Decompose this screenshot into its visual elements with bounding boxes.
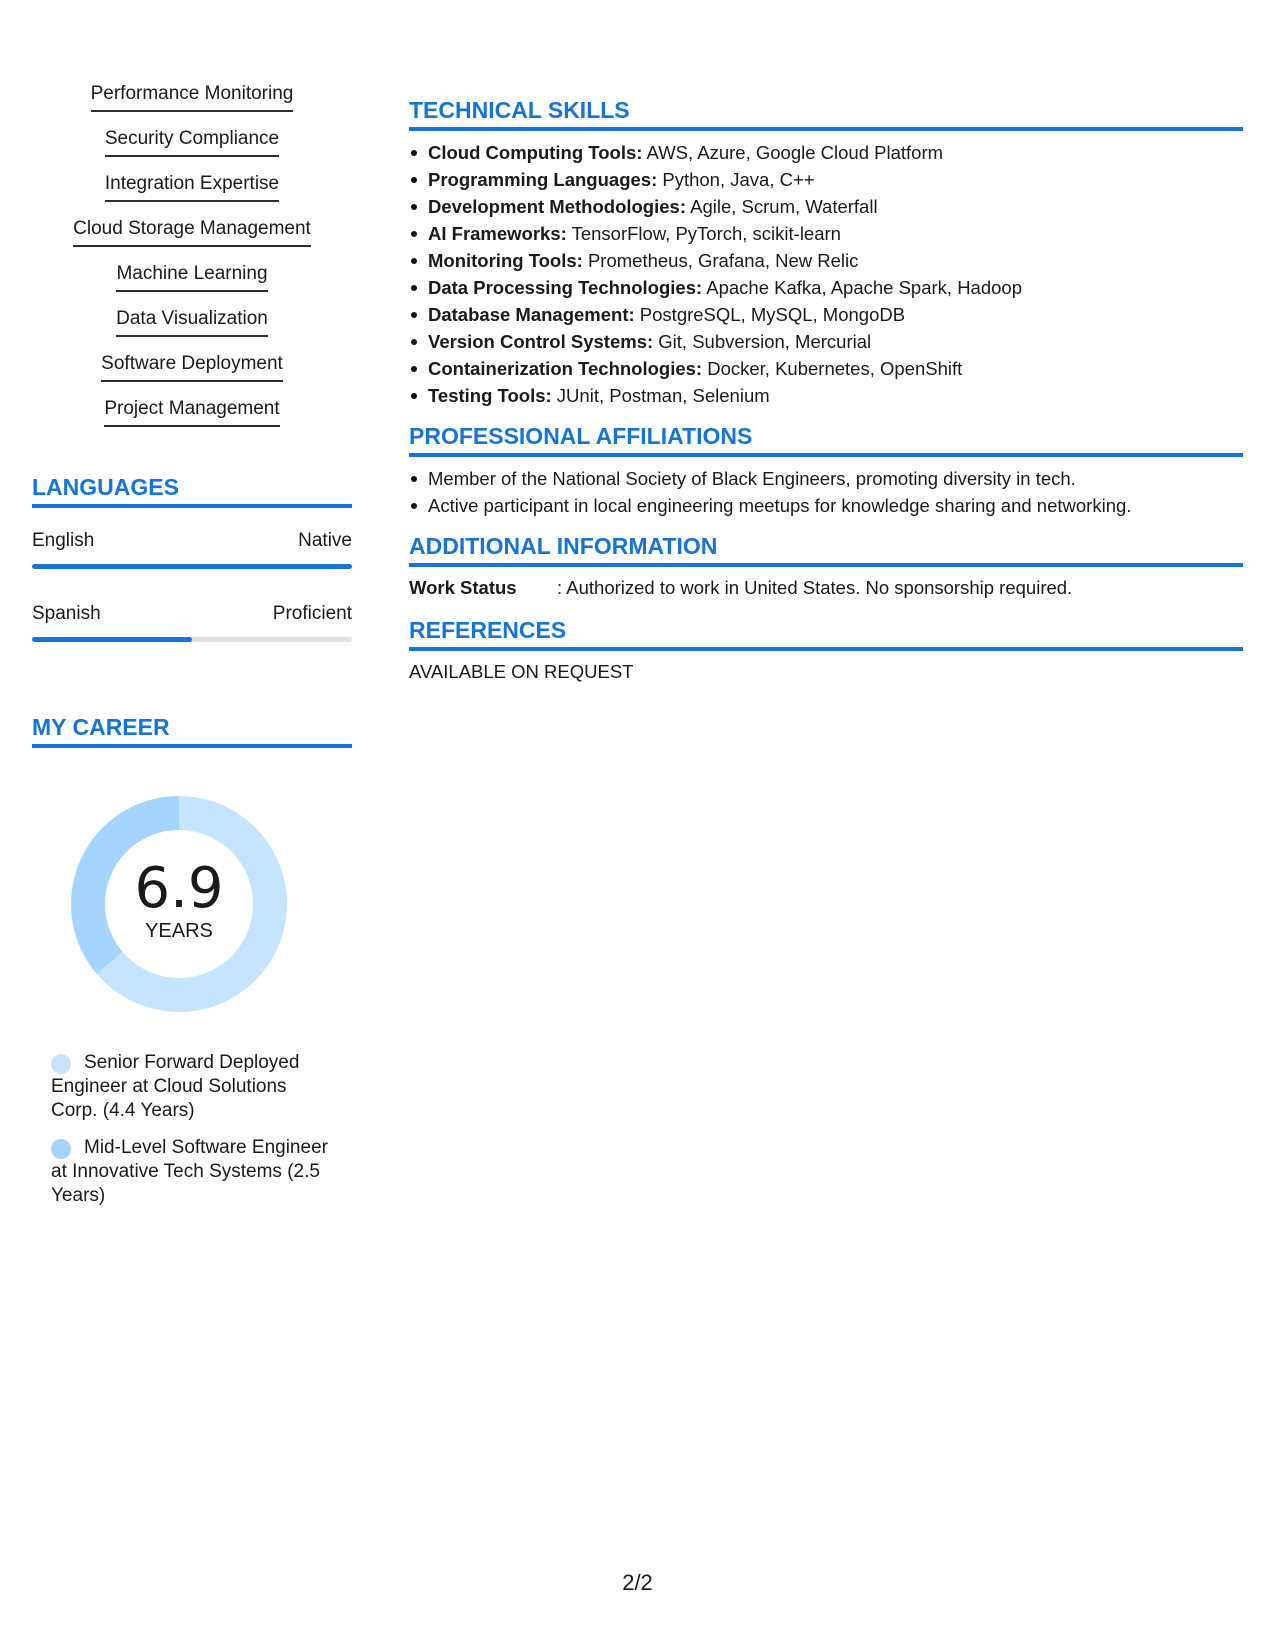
affiliation-item: Active participant in local engineering meetups for knowledge sharing and networking. (428, 492, 1243, 519)
right-column (409, 80, 1243, 685)
skill-item (428, 301, 1243, 328)
career-section (32, 712, 352, 1208)
skill-values: JUnit, Postman, Selenium (551, 385, 770, 406)
page-number: 2/2 (622, 1570, 653, 1595)
skill-tag[interactable]: Project Management (104, 395, 279, 427)
language-level-bar (32, 564, 352, 569)
work-status-row (409, 575, 1243, 601)
work-status-label: Work Status (409, 577, 517, 598)
affiliation-item: Member of the National Society of Black Engineers, promoting diversity in tech. (428, 465, 1243, 492)
skill-values: PostgreSQL, MySQL, MongoDB (634, 304, 906, 325)
skill-values: Agile, Scrum, Waterfall (686, 196, 878, 217)
skill-tag[interactable]: Machine Learning (116, 260, 267, 292)
skill-category: AI Frameworks: (428, 223, 567, 244)
career-role-label: Senior Forward Deployed Engineer at Cloud Solutions Corp. (4.4 Years) (51, 1052, 300, 1121)
language-name: Spanish (32, 603, 101, 624)
skill-values: Apache Kafka, Apache Spark, Hadoop (702, 277, 1023, 298)
skill-tag[interactable]: Data Visualization (116, 305, 268, 337)
skill-values: Python, Java, C++ (657, 169, 815, 190)
skill-values: Git, Subversion, Mercurial (653, 331, 872, 352)
skill-tag[interactable]: Integration Expertise (105, 170, 279, 202)
skill-item (428, 247, 1243, 274)
affiliations-heading: PROFESSIONAL AFFILIATIONS (409, 421, 1243, 457)
languages-section (32, 472, 352, 642)
language-item (32, 601, 352, 642)
skill-category: Development Methodologies: (428, 196, 686, 217)
legend-dot-icon (51, 1139, 71, 1159)
skill-category: Programming Languages: (428, 169, 658, 190)
skill-values: AWS, Azure, Google Cloud Platform (642, 142, 944, 163)
skill-category: Monitoring Tools: (428, 250, 583, 271)
additional-info-section (409, 531, 1243, 601)
languages-heading: LANGUAGES (32, 472, 352, 508)
references-heading: REFERENCES (409, 615, 1243, 651)
language-level-fill (32, 564, 352, 569)
skill-item (428, 220, 1243, 247)
skill-values: TensorFlow, PyTorch, scikit-learn (566, 223, 841, 244)
skill-tag[interactable]: Security Compliance (105, 125, 279, 157)
skill-category: Containerization Technologies: (428, 358, 703, 379)
work-status-value: : Authorized to work in United States. No sponsorship required. (557, 577, 1073, 598)
career-legend-item (51, 1051, 336, 1123)
skill-item (428, 382, 1243, 409)
skill-item (428, 193, 1243, 220)
references-section (409, 615, 1243, 685)
language-item (32, 528, 352, 569)
skill-values: Docker, Kubernetes, OpenShift (702, 358, 963, 379)
legend-dot-icon (51, 1054, 71, 1074)
affiliations-section (409, 421, 1243, 519)
career-total-years: 6.9 (134, 856, 224, 921)
technical-skills-list (409, 139, 1243, 409)
skill-item (428, 328, 1243, 355)
career-total-unit: YEARS (145, 920, 213, 942)
language-level: Proficient (272, 603, 352, 624)
additional-info-heading: ADDITIONAL INFORMATION (409, 531, 1243, 567)
skill-category: Database Management: (428, 304, 635, 325)
skill-item (428, 139, 1243, 166)
skill-tag[interactable]: Software Deployment (101, 350, 283, 382)
career-heading: MY CAREER (32, 712, 352, 748)
skill-tag[interactable]: Cloud Storage Management (73, 215, 311, 247)
skill-category: Data Processing Technologies: (428, 277, 703, 298)
career-donut-chart (66, 791, 292, 1017)
career-legend-item (51, 1136, 336, 1208)
skill-category: Version Control Systems: (428, 331, 654, 352)
skill-item (428, 274, 1243, 301)
skill-values: Prometheus, Grafana, New Relic (582, 250, 859, 271)
skill-tags (32, 80, 352, 427)
technical-skills-section (409, 95, 1243, 409)
references-text: AVAILABLE ON REQUEST (409, 661, 634, 682)
technical-skills-heading: TECHNICAL SKILLS (409, 95, 1243, 131)
language-level: Native (298, 530, 352, 551)
skill-item (428, 355, 1243, 382)
language-name: English (32, 530, 95, 551)
left-column (32, 80, 352, 1221)
skill-item (428, 166, 1243, 193)
language-level-bar (32, 637, 352, 642)
language-level-fill (32, 637, 192, 642)
career-legend (51, 1051, 336, 1208)
skill-category: Cloud Computing Tools: (428, 142, 643, 163)
skill-tag[interactable]: Performance Monitoring (91, 80, 294, 112)
career-role-label: Mid-Level Software Engineer at Innovative Tech Systems (2.5 Years) (51, 1137, 328, 1206)
skill-category: Testing Tools: (428, 385, 552, 406)
affiliations-list (409, 465, 1243, 519)
